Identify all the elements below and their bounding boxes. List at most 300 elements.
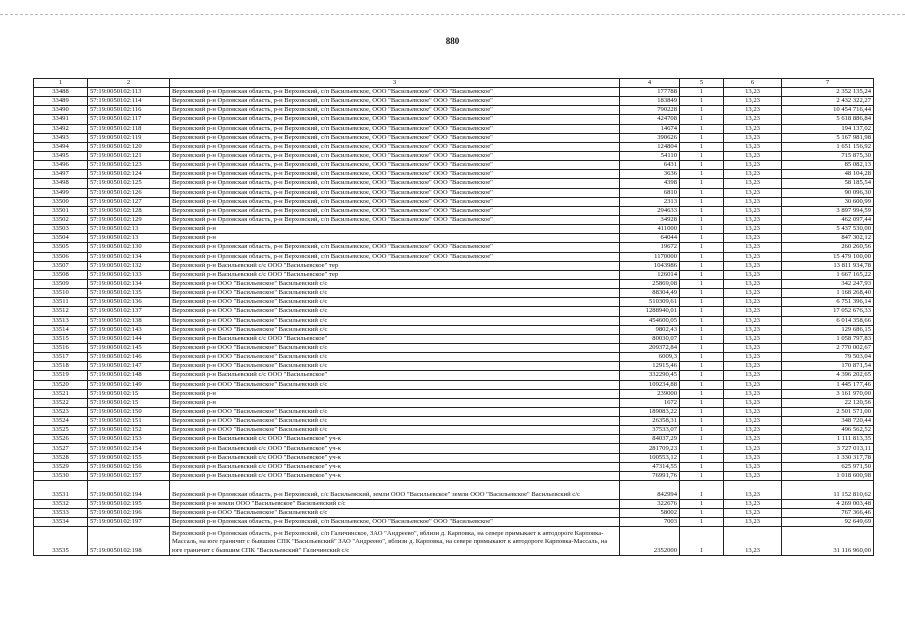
cost-value: 2 352 135,24 bbox=[782, 88, 874, 97]
quantity-value: 1 bbox=[680, 426, 724, 435]
quantity-value: 1 bbox=[680, 142, 724, 151]
location-description: Верховский р-н Орловская область, р-н Верховский, с/п Васильевское, ООО "Васильевское" ООО "Васильевское" bbox=[170, 188, 620, 197]
table-row bbox=[34, 527, 874, 556]
rate-value: 13,23 bbox=[724, 325, 782, 334]
cost-value: 31 116 960,00 bbox=[782, 527, 874, 556]
row-number: 33521 bbox=[34, 389, 88, 398]
row-number: 33488 bbox=[34, 88, 88, 97]
table-row bbox=[34, 426, 874, 435]
cadastral-number: 57:19:0050102:116 bbox=[88, 106, 170, 115]
cadastral-number: 57:19:0050102:121 bbox=[88, 151, 170, 160]
row-number: 33501 bbox=[34, 206, 88, 215]
area-value: 790228 bbox=[620, 106, 680, 115]
rate-value: 13,23 bbox=[724, 444, 782, 453]
quantity-value: 1 bbox=[680, 215, 724, 224]
area-value: 26358,31 bbox=[620, 417, 680, 426]
area-value: 88304,49 bbox=[620, 289, 680, 298]
row-number: 33491 bbox=[34, 115, 88, 124]
header-cell: 3 bbox=[170, 79, 620, 88]
rate-value: 13,23 bbox=[724, 151, 782, 160]
cadastral-number: 57:19:0050102:132 bbox=[88, 261, 170, 270]
row-number: 33529 bbox=[34, 462, 88, 471]
location-description: Верховский р-н Орловская область, р-н Верховский, с/п Васильевское, ООО "Васильевское" ООО "Васильевское" bbox=[170, 170, 620, 179]
cost-value: 48 104,28 bbox=[782, 170, 874, 179]
quantity-value: 1 bbox=[680, 518, 724, 527]
table-row bbox=[34, 389, 874, 398]
location-description: Верховский р-н ООО "Васильевское" Васильевский с/с bbox=[170, 509, 620, 518]
table-row bbox=[34, 88, 874, 97]
rate-value: 13,23 bbox=[724, 115, 782, 124]
row-number: 33514 bbox=[34, 325, 88, 334]
area-value: 25869,08 bbox=[620, 279, 680, 288]
area-value: 9802,43 bbox=[620, 325, 680, 334]
location-description: Верховский р-н Орловская область, р-н Верховский, с/п Васильевское, ООО "Васильевское" ООО "Васильевское" bbox=[170, 133, 620, 142]
quantity-value: 1 bbox=[680, 289, 724, 298]
cadastral-number: 57:19:0050102:146 bbox=[88, 353, 170, 362]
rate-value: 13,23 bbox=[724, 398, 782, 407]
cadastral-number: 57:19:0050102:144 bbox=[88, 334, 170, 343]
table-row bbox=[34, 97, 874, 106]
row-number: 33517 bbox=[34, 353, 88, 362]
rate-value: 13,23 bbox=[724, 161, 782, 170]
cost-value: 11 152 810,62 bbox=[782, 481, 874, 500]
table-row bbox=[34, 453, 874, 462]
cadastral-number: 57:19:0050102:155 bbox=[88, 453, 170, 462]
cadastral-number: 57:19:0050102:126 bbox=[88, 188, 170, 197]
row-number: 33499 bbox=[34, 188, 88, 197]
row-number: 33513 bbox=[34, 316, 88, 325]
location-description: Верховский р-н Орловская область, р-н Верховский, с/п Васильевское, ООО "Васильевское" ООО "Васильевское" bbox=[170, 97, 620, 106]
area-value: 189083,22 bbox=[620, 407, 680, 416]
quantity-value: 1 bbox=[680, 243, 724, 252]
location-description: Верховский р-н Орловская область, р-н Верховский, с/п Васильевское, ООО "Васильевское" ООО "Васильевское" bbox=[170, 161, 620, 170]
cost-value: 1 168 268,40 bbox=[782, 289, 874, 298]
table-row bbox=[34, 518, 874, 527]
cadastral-number: 57:19:0050102:128 bbox=[88, 206, 170, 215]
cost-value: 1 058 797,83 bbox=[782, 334, 874, 343]
area-value: 411000 bbox=[620, 225, 680, 234]
rate-value: 13,23 bbox=[724, 307, 782, 316]
row-number: 33495 bbox=[34, 151, 88, 160]
area-value: 126014 bbox=[620, 270, 680, 279]
rate-value: 13,23 bbox=[724, 435, 782, 444]
location-description: Верховский р-н ООО "Васильевское" Васильевский с/с bbox=[170, 316, 620, 325]
cost-value: 3 897 994,59 bbox=[782, 206, 874, 215]
cost-value: 129 686,15 bbox=[782, 325, 874, 334]
cost-value: 85 082,13 bbox=[782, 161, 874, 170]
quantity-value: 1 bbox=[680, 124, 724, 133]
row-number: 33505 bbox=[34, 243, 88, 252]
cost-value: 3 161 970,00 bbox=[782, 389, 874, 398]
cost-value: 4 396 202,65 bbox=[782, 371, 874, 380]
table-row bbox=[34, 133, 874, 142]
area-value: 842994 bbox=[620, 481, 680, 500]
quantity-value: 1 bbox=[680, 362, 724, 371]
rate-value: 13,23 bbox=[724, 518, 782, 527]
cost-value: 4 269 003,48 bbox=[782, 500, 874, 509]
area-value: 34928 bbox=[620, 215, 680, 224]
row-number: 33520 bbox=[34, 380, 88, 389]
location-description: Верховский р-н Орловская область, р-н Верховский, с/п Васильевское, ООО "Васильевское" ООО "Васильевское" bbox=[170, 88, 620, 97]
cadastral-number: 57:19:0050102:135 bbox=[88, 289, 170, 298]
cost-value: 1 445 177,46 bbox=[782, 380, 874, 389]
rate-value: 13,23 bbox=[724, 462, 782, 471]
rate-value: 13,23 bbox=[724, 500, 782, 509]
row-number: 33509 bbox=[34, 279, 88, 288]
table-row bbox=[34, 471, 874, 480]
row-number: 33534 bbox=[34, 518, 88, 527]
location-description: Верховский р-н Орловская область, р-н Верховский, с/п Васильевское, ООО "Васильевское" ООО "Васильевское" bbox=[170, 252, 620, 261]
rate-value: 13,23 bbox=[724, 88, 782, 97]
table-row bbox=[34, 179, 874, 188]
rate-value: 13,23 bbox=[724, 197, 782, 206]
header-cell: 4 bbox=[620, 79, 680, 88]
rate-value: 13,23 bbox=[724, 206, 782, 215]
table-row bbox=[34, 279, 874, 288]
location-description: Верховский р-н ООО "Васильевское" Васильевский с/с bbox=[170, 279, 620, 288]
cadastral-number: 57:19:0050102:118 bbox=[88, 124, 170, 133]
quantity-value: 1 bbox=[680, 179, 724, 188]
location-description: Верховский р-н ООО "Васильевское" Васильевский с/с bbox=[170, 298, 620, 307]
row-number: 33496 bbox=[34, 161, 88, 170]
cadastral-number: 57:19:0050102:138 bbox=[88, 316, 170, 325]
cost-value: 90 096,30 bbox=[782, 188, 874, 197]
location-description: Верховский р-н Орловская область, р-н Верховский, с/п Галичинское, ЗАО "Андреево", вблизи д. Карповка, на севере примыкает к автодороге Карповка-Массаль, на юге граничит с бывшим СПК "Васильевский" ЗАО "Андреево", вблизи д. Карповка, на севере примыкают к автодороге Карповка-Массаль, на юге граничит с бывшим СПК "Васильевский" Галичинский с/с bbox=[170, 527, 620, 556]
row-number: 33490 bbox=[34, 106, 88, 115]
quantity-value: 1 bbox=[680, 206, 724, 215]
table-row bbox=[34, 115, 874, 124]
quantity-value: 1 bbox=[680, 389, 724, 398]
row-number: 33493 bbox=[34, 133, 88, 142]
quantity-value: 1 bbox=[680, 462, 724, 471]
quantity-value: 1 bbox=[680, 398, 724, 407]
table-row bbox=[34, 462, 874, 471]
rate-value: 13,23 bbox=[724, 316, 782, 325]
area-value: 76991,76 bbox=[620, 471, 680, 480]
cadastral-number: 57:19:0050102:149 bbox=[88, 380, 170, 389]
row-number: 33506 bbox=[34, 252, 88, 261]
table-row bbox=[34, 197, 874, 206]
row-number: 33504 bbox=[34, 234, 88, 243]
location-description: Верховский р-н ООО "Васильевское" Васильевский с/с bbox=[170, 343, 620, 352]
quantity-value: 1 bbox=[680, 343, 724, 352]
cost-value: 715 875,30 bbox=[782, 151, 874, 160]
area-value: 37533,07 bbox=[620, 426, 680, 435]
cadastral-number: 57:19:0050102:134 bbox=[88, 252, 170, 261]
location-description: Верховский р-н bbox=[170, 234, 620, 243]
cost-value: 6 751 396,14 bbox=[782, 298, 874, 307]
location-description: Верховский р-н Васильевский с/с ООО "Васильевское" уч-к bbox=[170, 471, 620, 480]
rate-value: 13,23 bbox=[724, 426, 782, 435]
table-row bbox=[34, 124, 874, 133]
cost-value: 6 014 358,66 bbox=[782, 316, 874, 325]
quantity-value: 1 bbox=[680, 97, 724, 106]
table-row bbox=[34, 206, 874, 215]
area-value: 1170000 bbox=[620, 252, 680, 261]
cadastral-number: 57:19:0050102:117 bbox=[88, 115, 170, 124]
area-value: 177788 bbox=[620, 88, 680, 97]
location-description: Верховский р-н Орловская область, р-н Верховский, с/п Васильевское, ООО "Васильевское" ООО "Васильевское" bbox=[170, 106, 620, 115]
location-description: Верховский р-н Орловская область, р-н Верховский, с/п Васильевское, ООО "Васильевское" ООО "Васильевское" bbox=[170, 142, 620, 151]
cost-value: 2 770 002,67 bbox=[782, 343, 874, 352]
cadastral-number: 57:19:0050102:157 bbox=[88, 471, 170, 480]
area-value: 6810 bbox=[620, 188, 680, 197]
location-description: Верховский р-н Орловская область, р-н Верховский, с/п Васильевское, ООО "Васильевское" ООО "Васильевское" bbox=[170, 151, 620, 160]
row-number: 33503 bbox=[34, 225, 88, 234]
row-number: 33526 bbox=[34, 435, 88, 444]
quantity-value: 1 bbox=[680, 298, 724, 307]
cost-value: 92 649,69 bbox=[782, 518, 874, 527]
rate-value: 13,23 bbox=[724, 270, 782, 279]
cost-value: 1 111 813,35 bbox=[782, 435, 874, 444]
area-value: 4398 bbox=[620, 179, 680, 188]
quantity-value: 1 bbox=[680, 197, 724, 206]
area-value: 54110 bbox=[620, 151, 680, 160]
header-cell: 2 bbox=[88, 79, 170, 88]
area-value: 2352000 bbox=[620, 527, 680, 556]
cost-value: 496 562,52 bbox=[782, 426, 874, 435]
table-row bbox=[34, 106, 874, 115]
cadastral-number: 57:19:0050102:194 bbox=[88, 481, 170, 500]
location-description: Верховский р-н Орловская область, р-н Верховский, с/п Васильевское, ООО "Васильевское" ООО "Васильевское" bbox=[170, 215, 620, 224]
location-description: Верховский р-н bbox=[170, 225, 620, 234]
quantity-value: 1 bbox=[680, 316, 724, 325]
cadastral-number: 57:19:0050102:148 bbox=[88, 371, 170, 380]
row-number: 33532 bbox=[34, 500, 88, 509]
location-description: Верховский р-н Васильевский с/с ООО "Васильевское" тер bbox=[170, 261, 620, 270]
table-row bbox=[34, 252, 874, 261]
cadastral-number: 57:19:0050102:124 bbox=[88, 170, 170, 179]
area-value: 6009,3 bbox=[620, 353, 680, 362]
area-value: 322676 bbox=[620, 500, 680, 509]
cost-value: 22 120,56 bbox=[782, 398, 874, 407]
cost-value: 15 479 100,00 bbox=[782, 252, 874, 261]
quantity-value: 1 bbox=[680, 407, 724, 416]
location-description: Верховский р-н Орловская область, р-н Верховский, с/п Васильевское, ООО "Васильевское" ООО "Васильевское" bbox=[170, 518, 620, 527]
rate-value: 13,23 bbox=[724, 234, 782, 243]
rate-value: 13,23 bbox=[724, 407, 782, 416]
cadastral-number: 57:19:0050102:130 bbox=[88, 243, 170, 252]
row-number: 33533 bbox=[34, 509, 88, 518]
table-row bbox=[34, 225, 874, 234]
cost-value: 79 503,04 bbox=[782, 353, 874, 362]
quantity-value: 1 bbox=[680, 133, 724, 142]
row-number: 33518 bbox=[34, 362, 88, 371]
row-number: 33502 bbox=[34, 215, 88, 224]
row-number: 33528 bbox=[34, 453, 88, 462]
quantity-value: 1 bbox=[680, 509, 724, 518]
cost-value: 5 437 530,00 bbox=[782, 225, 874, 234]
rate-value: 13,23 bbox=[724, 225, 782, 234]
table-row bbox=[34, 142, 874, 151]
table-row bbox=[34, 353, 874, 362]
quantity-value: 1 bbox=[680, 527, 724, 556]
table-row bbox=[34, 325, 874, 334]
rate-value: 13,23 bbox=[724, 179, 782, 188]
rate-value: 13,23 bbox=[724, 106, 782, 115]
area-value: 64044 bbox=[620, 234, 680, 243]
cost-value: 847 302,12 bbox=[782, 234, 874, 243]
rate-value: 13,23 bbox=[724, 215, 782, 224]
table-row bbox=[34, 407, 874, 416]
location-description: Верховский р-н Васильевский с/с ООО "Васильевское" bbox=[170, 334, 620, 343]
quantity-value: 1 bbox=[680, 481, 724, 500]
table-row bbox=[34, 343, 874, 352]
cadastral-number: 57:19:0050102:156 bbox=[88, 462, 170, 471]
rate-value: 13,23 bbox=[724, 471, 782, 480]
location-description: Верховский р-н земли ООО "Васильевское" Васильевский с/с bbox=[170, 500, 620, 509]
cadastral-number: 57:19:0050102:119 bbox=[88, 133, 170, 142]
cadastral-number: 57:19:0050102:136 bbox=[88, 298, 170, 307]
row-number: 33498 bbox=[34, 179, 88, 188]
cadastral-number: 57:19:0050102:123 bbox=[88, 161, 170, 170]
table-row bbox=[34, 270, 874, 279]
table-row bbox=[34, 170, 874, 179]
table-row bbox=[34, 161, 874, 170]
location-description: Верховский р-н bbox=[170, 389, 620, 398]
row-number: 33516 bbox=[34, 343, 88, 352]
rate-value: 13,23 bbox=[724, 417, 782, 426]
area-value: 510309,61 bbox=[620, 298, 680, 307]
rate-value: 13,23 bbox=[724, 527, 782, 556]
cost-value: 58 185,54 bbox=[782, 179, 874, 188]
row-number: 33510 bbox=[34, 289, 88, 298]
cost-value: 5 167 981,98 bbox=[782, 133, 874, 142]
cost-value: 1 667 165,22 bbox=[782, 270, 874, 279]
cadastral-number: 57:19:0050102:114 bbox=[88, 97, 170, 106]
rate-value: 13,23 bbox=[724, 188, 782, 197]
table-row bbox=[34, 362, 874, 371]
row-number: 33508 bbox=[34, 270, 88, 279]
rate-value: 13,23 bbox=[724, 343, 782, 352]
rate-value: 13,23 bbox=[724, 380, 782, 389]
table-row bbox=[34, 500, 874, 509]
row-number: 33494 bbox=[34, 142, 88, 151]
cadastral-number: 57:19:0050102:147 bbox=[88, 362, 170, 371]
quantity-value: 1 bbox=[680, 325, 724, 334]
cadastral-number: 57:19:0050102:15 bbox=[88, 389, 170, 398]
row-number: 33511 bbox=[34, 298, 88, 307]
location-description: Верховский р-н bbox=[170, 398, 620, 407]
quantity-value: 1 bbox=[680, 170, 724, 179]
row-number: 33489 bbox=[34, 97, 88, 106]
location-description: Верховский р-н ООО "Васильевское" Васильевский с/с bbox=[170, 407, 620, 416]
cadastral-number: 57:19:0050102:137 bbox=[88, 307, 170, 316]
location-description: Верховский р-н Орловская область, р-н Верховский, с/п Васильевское, ООО "Васильевское" ООО "Васильевское" bbox=[170, 206, 620, 215]
location-description: Верховский р-н Орловская область, р-н Верховский, с/п Васильевское, ООО "Васильевское" ООО "Васильевское" bbox=[170, 179, 620, 188]
cadastral-number: 57:19:0050102:150 bbox=[88, 407, 170, 416]
area-value: 424708 bbox=[620, 115, 680, 124]
table-row bbox=[34, 334, 874, 343]
cadastral-number: 57:19:0050102:133 bbox=[88, 270, 170, 279]
area-value: 19672 bbox=[620, 243, 680, 252]
location-description: Верховский р-н Орловская область, р-н Верховский, с/п Васильевское, ООО "Васильевское" ООО "Васильевское" bbox=[170, 243, 620, 252]
quantity-value: 1 bbox=[680, 417, 724, 426]
row-number: 33507 bbox=[34, 261, 88, 270]
quantity-value: 1 bbox=[680, 435, 724, 444]
rate-value: 13,23 bbox=[724, 142, 782, 151]
area-value: 124804 bbox=[620, 142, 680, 151]
row-number: 33492 bbox=[34, 124, 88, 133]
location-description: Верховский р-н ООО "Васильевское" Васильевский с/с bbox=[170, 417, 620, 426]
table-row bbox=[34, 398, 874, 407]
area-value: 6431 bbox=[620, 161, 680, 170]
rate-value: 13,23 bbox=[724, 279, 782, 288]
table-row bbox=[34, 316, 874, 325]
table-row bbox=[34, 188, 874, 197]
area-value: 84037,29 bbox=[620, 435, 680, 444]
quantity-value: 1 bbox=[680, 279, 724, 288]
area-value: 14674 bbox=[620, 124, 680, 133]
row-number: 33527 bbox=[34, 444, 88, 453]
rate-value: 13,23 bbox=[724, 252, 782, 261]
header-cell: 5 bbox=[680, 79, 724, 88]
row-number: 33524 bbox=[34, 417, 88, 426]
header-cell: 1 bbox=[34, 79, 88, 88]
location-description: Верховский р-н Васильевский с/с ООО "Васильевское" тер bbox=[170, 270, 620, 279]
location-description: Верховский р-н Орловская область, р-н Верховский, с/п Васильевское, ООО "Васильевское" ООО "Васильевское" bbox=[170, 197, 620, 206]
scan-artifact-line bbox=[0, 14, 905, 15]
header-cell: 7 bbox=[782, 79, 874, 88]
cadastral-number: 57:19:0050102:13 bbox=[88, 225, 170, 234]
cost-value: 3 727 013,11 bbox=[782, 444, 874, 453]
cadastral-number: 57:19:0050102:127 bbox=[88, 197, 170, 206]
cadastral-number: 57:19:0050102:143 bbox=[88, 325, 170, 334]
rate-value: 13,23 bbox=[724, 334, 782, 343]
row-number: 33512 bbox=[34, 307, 88, 316]
cadastral-number: 57:19:0050102:154 bbox=[88, 444, 170, 453]
quantity-value: 1 bbox=[680, 234, 724, 243]
table-row bbox=[34, 243, 874, 252]
cost-value: 30 600,99 bbox=[782, 197, 874, 206]
cost-value: 194 137,02 bbox=[782, 124, 874, 133]
row-number: 33500 bbox=[34, 197, 88, 206]
cadastral-number: 57:19:0050102:129 bbox=[88, 215, 170, 224]
cost-value: 260 260,56 bbox=[782, 243, 874, 252]
row-number: 33497 bbox=[34, 170, 88, 179]
cost-value: 1 330 317,78 bbox=[782, 453, 874, 462]
location-description: Верховский р-н Орловская область, р-н Верховский, с/п Васильевское, ООО "Васильевское" ООО "Васильевское" bbox=[170, 124, 620, 133]
cadastral-number: 57:19:0050102:113 bbox=[88, 88, 170, 97]
quantity-value: 1 bbox=[680, 161, 724, 170]
location-description: Верховский р-н Васильевский с/с ООО "Васильевское" уч-к bbox=[170, 453, 620, 462]
location-description: Верховский р-н Васильевский с/с ООО "Васильевское" уч-к bbox=[170, 444, 620, 453]
cadastral-number: 57:19:0050102:120 bbox=[88, 142, 170, 151]
cost-value: 10 454 716,44 bbox=[782, 106, 874, 115]
table-row bbox=[34, 444, 874, 453]
page-number: 880 bbox=[445, 36, 460, 46]
cadastral-number: 57:19:0050102:152 bbox=[88, 426, 170, 435]
rate-value: 13,23 bbox=[724, 353, 782, 362]
area-value: 1672 bbox=[620, 398, 680, 407]
row-number: 33519 bbox=[34, 371, 88, 380]
quantity-value: 1 bbox=[680, 115, 724, 124]
quantity-value: 1 bbox=[680, 500, 724, 509]
area-value: 239000 bbox=[620, 389, 680, 398]
quantity-value: 1 bbox=[680, 371, 724, 380]
table-row bbox=[34, 298, 874, 307]
table-row bbox=[34, 380, 874, 389]
location-description: Верховский р-н ООО "Васильевское" Васильевский с/с bbox=[170, 289, 620, 298]
table-row bbox=[34, 509, 874, 518]
row-number: 33531 bbox=[34, 481, 88, 500]
location-description: Верховский р-н ООО "Васильевское" Васильевский с/с bbox=[170, 353, 620, 362]
location-description: Верховский р-н ООО "Васильевское" Васильевский с/с bbox=[170, 307, 620, 316]
cadastral-number: 57:19:0050102:125 bbox=[88, 179, 170, 188]
header-cell: 6 bbox=[724, 79, 782, 88]
quantity-value: 1 bbox=[680, 252, 724, 261]
area-value: 209372,84 bbox=[620, 343, 680, 352]
